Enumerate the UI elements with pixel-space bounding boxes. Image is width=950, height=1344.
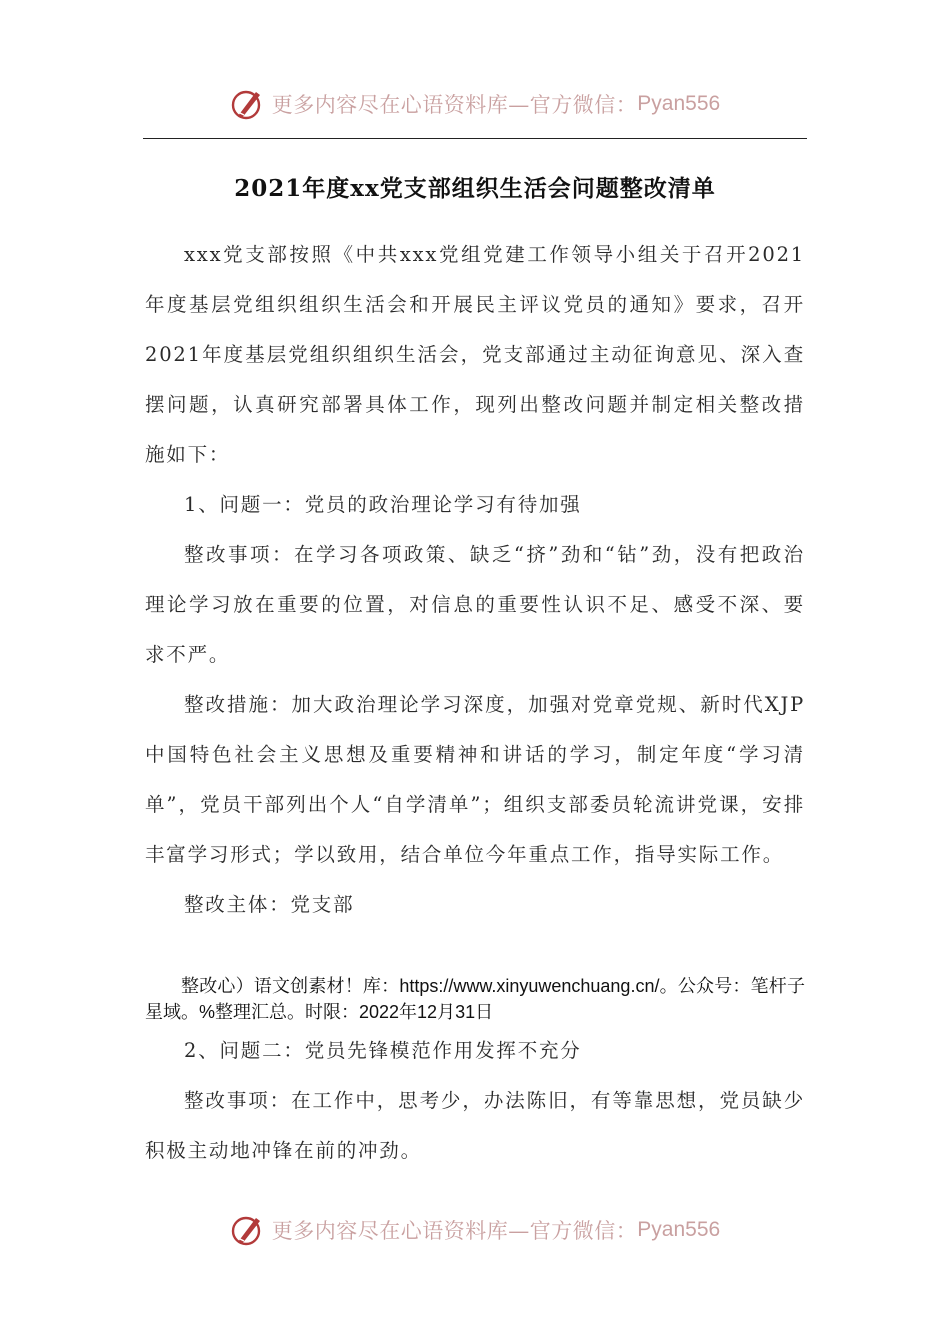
issue-1-subject: 整改主体：党支部: [184, 893, 355, 916]
banner-wechat-id: Pyan556: [637, 1218, 721, 1241]
issue-1-matter: 整改事项：在学习各项政策、缺乏“挤”劲和“钻”劲，没有把政治理论学习放在重要的位置，对信息的重要性认识不足、感受不深、要求不严。: [145, 543, 805, 666]
issue-1-measures: 整改措施：加大政治理论学习深度，加强对党章党规、新时代XJP中国特色社会主义思想及重要精神和讲话的学习，制定年度“学习清单”，党员干部列出个人“自学清单”；组织支部委员轮流讲党课，安排丰富学习形式；学以致用，结合单位今年重点工作，指导实际工作。: [145, 693, 805, 866]
banner-text: 更多内容尽在心语资料库—官方微信：: [271, 1219, 638, 1243]
document-body-section-1: [145, 230, 805, 930]
banner-text: 更多内容尽在心语资料库—官方微信：: [271, 93, 638, 117]
document-body-section-2: [145, 1026, 805, 1176]
banner-wechat-id: Pyan556: [637, 92, 721, 115]
issue-1-heading: 1、问题一：党员的政治理论学习有待加强: [184, 493, 582, 516]
quill-pen-icon: [230, 86, 266, 122]
header-divider: [143, 138, 807, 139]
issue-2-matter: 整改事项：在工作中，思考少，办法陈旧，有等靠思想，党员缺少积极主动地冲锋在前的冲劲。: [145, 1089, 805, 1162]
quill-pen-icon: [230, 1212, 266, 1248]
issue-2-heading: 2、问题二：党员先锋模范作用发挥不充分: [184, 1039, 582, 1062]
document-title: 2021年度xx党支部组织生活会问题整改清单: [234, 175, 716, 202]
intro-paragraph: xxx党支部按照《中共xxx党组党建工作领导小组关于召开2021年度基层党组织组织生活会和开展民主评议党员的通知》要求，召开2021年度基层党组织组织生活会，党支部通过主动征询意见、深入查摆问题，认真研究部署具体工作，现列出整改问题并制定相关整改措施如下：: [145, 243, 805, 466]
watermark-note: 整改心）语文创素材！库：https://www.xinyuwenchuang.cn/。公众号：笔杆子星域。%整理汇总。时限：2022年12月31日: [145, 976, 805, 1022]
header-banner: [0, 84, 950, 124]
footer-banner: [0, 1210, 950, 1250]
